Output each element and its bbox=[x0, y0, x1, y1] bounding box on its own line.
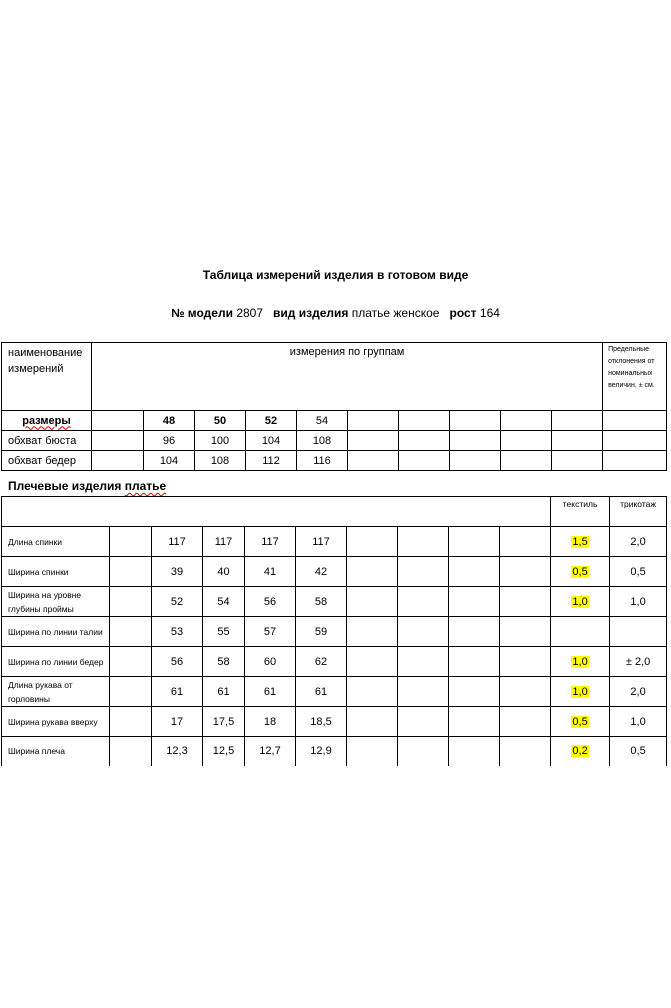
value-cell: 12,5 bbox=[203, 737, 245, 766]
value-cell: 39 bbox=[152, 557, 203, 587]
value-cell: 62 bbox=[296, 647, 347, 677]
table-row bbox=[2, 557, 667, 587]
sizes-row bbox=[2, 411, 667, 431]
value-cell: 117 bbox=[296, 527, 347, 557]
row-label: Длина рукава от горловины bbox=[2, 677, 110, 707]
row-label: Ширина рукава вверху bbox=[2, 707, 110, 737]
value-cell: 18,5 bbox=[296, 707, 347, 737]
value-cell: 100 bbox=[195, 431, 246, 451]
value-cell: 17 bbox=[152, 707, 203, 737]
page-title: Таблица измерений изделия в готовом виде bbox=[202, 268, 469, 282]
value-cell: 61 bbox=[296, 677, 347, 707]
type-value: платье женское bbox=[351, 306, 440, 320]
textile-cell bbox=[551, 737, 610, 766]
textile-cell bbox=[551, 647, 610, 677]
type-label: вид изделия bbox=[273, 306, 349, 320]
value-cell: 53 bbox=[152, 617, 203, 647]
knit-cell: 0,5 bbox=[610, 737, 667, 766]
value-cell: 59 bbox=[296, 617, 347, 647]
value-cell: 56 bbox=[245, 587, 296, 617]
value-cell: 40 bbox=[203, 557, 245, 587]
textile-value: 0,5 bbox=[572, 715, 588, 728]
row-label: Ширина на уровне глубины проймы bbox=[2, 587, 110, 617]
textile-value: 0,5 bbox=[572, 565, 588, 578]
value-cell: 108 bbox=[195, 451, 246, 471]
value-cell: 117 bbox=[203, 527, 245, 557]
value-cell: 42 bbox=[296, 557, 347, 587]
value-cell: 116 bbox=[297, 451, 348, 471]
table-row bbox=[2, 451, 667, 471]
knit-cell: 1,0 bbox=[610, 587, 667, 617]
table-row bbox=[2, 617, 667, 647]
textile-cell bbox=[551, 707, 610, 737]
value-cell: 61 bbox=[203, 677, 245, 707]
value-cell: 55 bbox=[203, 617, 245, 647]
value-cell: 54 bbox=[203, 587, 245, 617]
row-label: Ширина спинки bbox=[2, 557, 110, 587]
shoulder-items-table bbox=[1, 496, 667, 766]
table-header-row bbox=[2, 497, 667, 527]
knit-cell: 1,0 bbox=[610, 707, 667, 737]
table-row bbox=[2, 587, 667, 617]
value-cell: 57 bbox=[245, 617, 296, 647]
knit-cell: 2,0 bbox=[610, 527, 667, 557]
textile-value: 1,0 bbox=[572, 685, 588, 698]
value-cell: 108 bbox=[297, 431, 348, 451]
knit-cell bbox=[610, 617, 667, 647]
textile-value: 1,5 bbox=[572, 535, 588, 548]
value-cell: 104 bbox=[144, 451, 195, 471]
section-title: Плечевые изделия платье bbox=[8, 479, 167, 493]
value-cell: 61 bbox=[245, 677, 296, 707]
value-cell: 60 bbox=[245, 647, 296, 677]
value-cell: 112 bbox=[246, 451, 297, 471]
textile-cell bbox=[551, 677, 610, 707]
size-cell: 52 bbox=[246, 411, 297, 431]
value-cell: 56 bbox=[152, 647, 203, 677]
tolerance-header: Предельные отклонения от номинальных величин, ± см. bbox=[603, 343, 667, 411]
textile-header: текстиль bbox=[551, 497, 610, 527]
row-label: Длина спинки bbox=[2, 527, 110, 557]
value-cell: 117 bbox=[152, 527, 203, 557]
textile-cell bbox=[551, 527, 610, 557]
row-label: обхват бедер bbox=[2, 451, 92, 471]
row-label: Ширина по линии талии bbox=[2, 617, 110, 647]
row-label: обхват бюста bbox=[2, 431, 92, 451]
knit-cell: ± 2,0 bbox=[610, 647, 667, 677]
measurements-table bbox=[1, 342, 667, 471]
model-line bbox=[0, 306, 671, 320]
knit-cell: 2,0 bbox=[610, 677, 667, 707]
value-cell: 18 bbox=[245, 707, 296, 737]
value-cell: 117 bbox=[245, 527, 296, 557]
table-row bbox=[2, 647, 667, 677]
table-row bbox=[2, 737, 667, 766]
row-label: Ширина по линии бедер bbox=[2, 647, 110, 677]
table-row bbox=[2, 431, 667, 451]
value-cell: 12,9 bbox=[296, 737, 347, 766]
table-header-row bbox=[2, 343, 667, 411]
textile-cell bbox=[551, 617, 610, 647]
textile-cell bbox=[551, 557, 610, 587]
knit-header: трикотаж bbox=[610, 497, 667, 527]
value-cell: 96 bbox=[144, 431, 195, 451]
size-cell: 54 bbox=[297, 411, 348, 431]
height-value: 164 bbox=[479, 306, 500, 320]
table-row bbox=[2, 677, 667, 707]
size-cell: 48 bbox=[144, 411, 195, 431]
textile-value: 1,0 bbox=[572, 655, 588, 668]
value-cell: 41 bbox=[245, 557, 296, 587]
sizes-label: размеры bbox=[2, 411, 92, 431]
table-row bbox=[2, 707, 667, 737]
value-cell: 61 bbox=[152, 677, 203, 707]
textile-value: 0,2 bbox=[572, 745, 588, 758]
value-cell: 12,3 bbox=[152, 737, 203, 766]
value-cell: 52 bbox=[152, 587, 203, 617]
textile-cell bbox=[551, 587, 610, 617]
size-cell: 50 bbox=[195, 411, 246, 431]
name-header: наименование измерений bbox=[2, 343, 92, 411]
value-cell: 58 bbox=[203, 647, 245, 677]
group-header: измерения по группам bbox=[92, 343, 603, 411]
value-cell: 17,5 bbox=[203, 707, 245, 737]
value-cell: 12,7 bbox=[245, 737, 296, 766]
row-label: Ширина плеча bbox=[2, 737, 110, 766]
model-value: 2807 bbox=[236, 306, 264, 320]
value-cell: 104 bbox=[246, 431, 297, 451]
knit-cell: 0,5 bbox=[610, 557, 667, 587]
textile-value: 1,0 bbox=[572, 595, 588, 608]
model-label: № модели bbox=[171, 306, 233, 320]
table-row bbox=[2, 527, 667, 557]
value-cell: 58 bbox=[296, 587, 347, 617]
height-label: рост bbox=[449, 306, 477, 320]
